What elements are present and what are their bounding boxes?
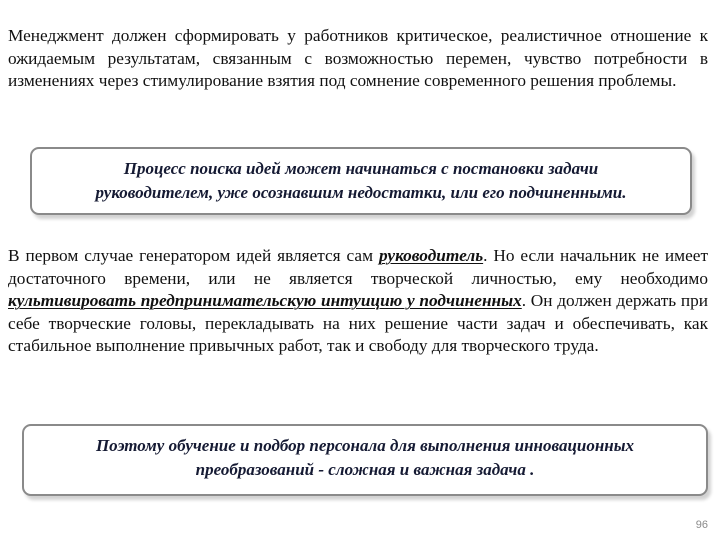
paragraph-text: . Но если начальник не имеет достаточного времени, или не является творческой личностью, ему необходимо [8,246,708,288]
callout-line: Поэтому обучение и подбор персонала для выполнения инновационных [95,436,635,455]
callout-line: преобразований - сложная и важная задача . [195,460,535,479]
training-callout [22,424,708,496]
page-number: 96 [695,519,708,531]
callout-line: Процесс поиска идей может начинаться с постановки задачи [123,159,599,178]
manager-role-paragraph [8,245,708,358]
emphasis-intuition: культивировать предпринимательскую интуицию у подчиненных [8,291,522,311]
paragraph-text: В первом случае генератором идей является сам [8,246,379,265]
paragraph-text: . Он должен держать при себе творческие головы, перекладывать на них решение части задач и обеспечивать, как стабильное выполнение привычных работ, так и свободу для творческого труда. [8,291,708,356]
callout-line: руководителем, уже осознавшим недостатки, или его подчиненными. [95,183,627,202]
idea-search-callout [30,147,692,215]
emphasis-manager: руководитель [378,246,484,265]
intro-paragraph: Менеджмент должен сформировать у работников критическое, реалистичное отношение к ожидаемым результатам, связанным с возможностью перемен, чувство потребности в изменениях через стимулирование взятия под сомнение современного решения проблемы. [8,26,708,91]
